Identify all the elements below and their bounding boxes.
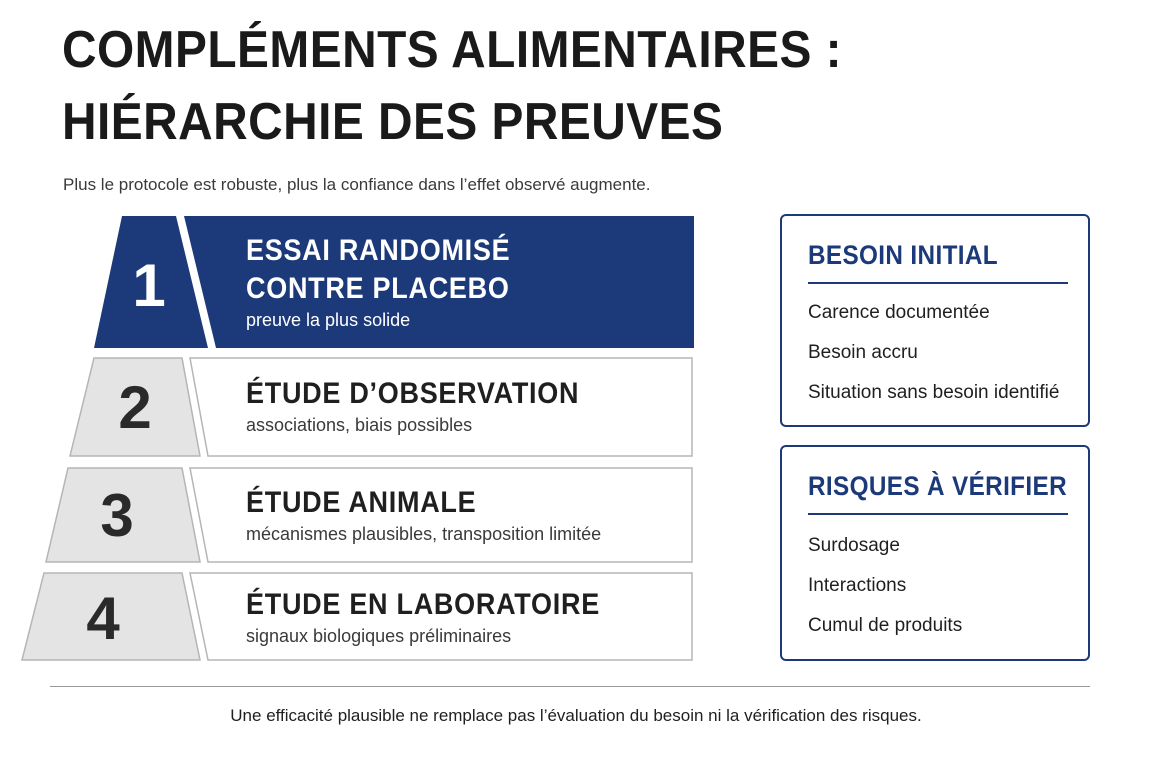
- level-4-text: [246, 588, 639, 647]
- level-4-number: 4: [86, 585, 120, 652]
- level-3-title: ÉTUDE ANIMALE: [246, 486, 477, 519]
- footer-note: Une efficacité plausible ne remplace pas l’évaluation du besoin ni la vérification des risques.: [230, 706, 922, 725]
- level-1-title-line-1: ESSAI RANDOMISÉ: [246, 234, 511, 267]
- page-title-line-1: COMPLÉMENTS ALIMENTAIRES :: [62, 21, 843, 79]
- risks-item: Surdosage: [808, 535, 900, 556]
- initial-need-title: BESOIN INITIAL: [808, 240, 998, 270]
- level-1-title-line-2: CONTRE PLACEBO: [246, 272, 510, 305]
- initial-need-item: Carence documentée: [808, 302, 990, 323]
- initial-need-item: Besoin accru: [808, 342, 918, 363]
- risks-item: Cumul de produits: [808, 615, 963, 636]
- level-2-title: ÉTUDE D’OBSERVATION: [246, 377, 580, 410]
- level-2-number: 2: [118, 374, 152, 441]
- risks-title: RISQUES À VÉRIFIER: [808, 471, 1067, 501]
- initial-need-divider: [808, 282, 1068, 284]
- level-4-description: signaux biologiques préliminaires: [246, 626, 512, 646]
- level-1-number: 1: [132, 252, 166, 319]
- initial-need-item: Situation sans besoin identifié: [808, 382, 1060, 403]
- footer-divider: [50, 686, 1090, 687]
- page-subtitle: Plus le protocole est robuste, plus la confiance dans l’effet observé augmente.: [63, 175, 651, 194]
- risks-box: [780, 445, 1090, 661]
- level-3-text: [246, 486, 601, 545]
- level-3-description: mécanismes plausibles, transposition limitée: [246, 524, 602, 544]
- risks-divider: [808, 513, 1068, 515]
- level-2-text: [246, 377, 616, 436]
- page-title-line-2: HIÉRARCHIE DES PREUVES: [62, 93, 724, 151]
- level-1-description: preuve la plus solide: [246, 310, 411, 330]
- level-2-description: associations, biais possibles: [246, 415, 473, 435]
- risks-item: Interactions: [808, 575, 907, 596]
- level-1-text: [246, 234, 540, 331]
- level-4-title: ÉTUDE EN LABORATOIRE: [246, 588, 600, 621]
- initial-need-box: [780, 214, 1090, 427]
- level-3-number: 3: [100, 482, 134, 549]
